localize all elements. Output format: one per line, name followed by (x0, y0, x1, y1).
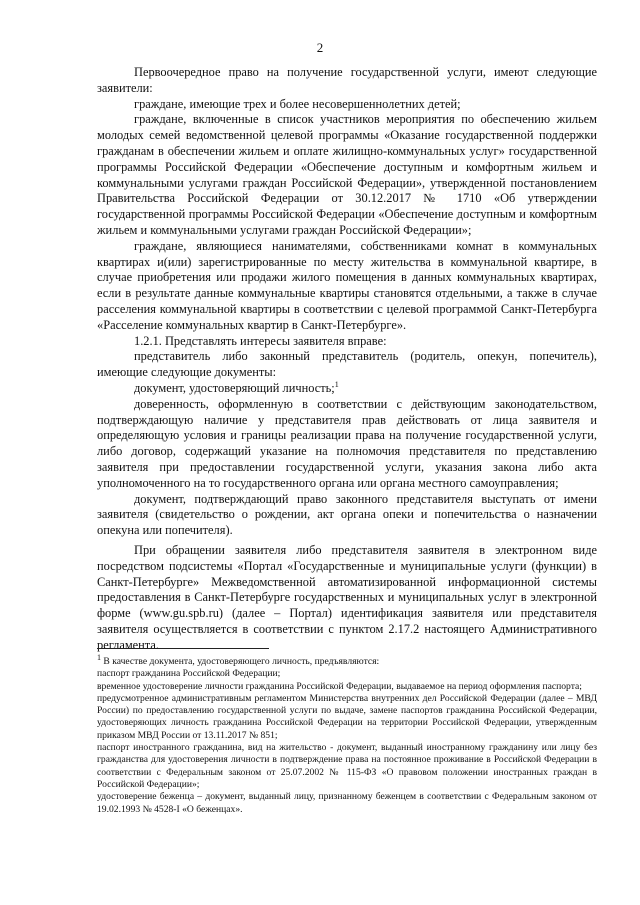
paragraph-text: документ, удостоверяющий личность; (134, 380, 335, 395)
paragraph: представитель либо законный представитель (родитель, опекун, попечитель), имеющие следующие документы: (97, 349, 597, 380)
footnote-mark: 1 (97, 652, 101, 662)
paragraph: документ, подтверждающий право законного представителя выступать от имени заявителя (свидетельство о рождении, акт органа опеки и попечительства о назначении опекуна или попечителя). (97, 491, 597, 538)
paragraph: граждане, имеющие трех и более несовершеннолетних детей; (134, 96, 461, 111)
page-number: 2 (316, 40, 324, 55)
paragraph: граждане, включенные в список участников мероприятия по обеспечению жильем молодых семей ведомственной целевой программы «Оказание государственной поддержки гражданам в обеспечении жильем и оплате жилищно-коммунальных услуг» государственной программы Российской Федерации «Обеспечение доступным и комфортным жильем и коммунальными услугами граждан Российской Федерации», утвержденной постановлением Правительства Российской Федерации от 30.12.2017 № 1710 «Об утверждении государственной программы Российской Федерации «Обеспечение доступным и комфортным жильем и коммунальными услугами граждан Российской Федерации»; (97, 112, 597, 237)
footnote-intro-text: В качестве документа, удостоверяющего личность, предъявляются: (101, 656, 380, 667)
paragraph: 1.2.1. Представлять интересы заявителя вправе: (134, 333, 387, 348)
paragraph: граждане, являющиеся нанимателями, собственниками комнат в коммунальных квартирах и(или) зарегистрированные по месту жительства в коммунальной квартире, в случае приобретения или продажи жилого помещения в данных коммунальных квартирах, если в результате данные коммунальные квартиры становятся отдельными, а также в случае расселения коммунальной квартиры в соответствии с целевой программой Санкт-Петербурга «Расселение коммунальных квартир в Санкт-Петербурге». (97, 238, 597, 332)
footnote-item: удостоверение беженца – документ, выданный лицу, признанному беженцем в соответствии с Федеральным законом от 19.02.1993 № 4528-I «О беженцах». (97, 791, 597, 815)
document-body (97, 65, 597, 653)
footnote-reference: 1 (334, 379, 339, 389)
footnote (97, 652, 597, 816)
footnote-intro (97, 652, 597, 668)
footnote-item: паспорт иностранного гражданина, вид на жительство - документ, выданный иностранному гражданину или лицу без гражданства для удостоверения личности в подтверждение права на постоянное проживание в Российской Федерации в соответствии с Федеральным законом от 25.07.2002 № 115-ФЗ «О правовом положении иностранных граждан в Российской Федерации»; (97, 742, 597, 790)
footnote-separator (97, 648, 269, 649)
footnote-item: предусмотренное административным регламентом Министерства внутренних дел Российской Федерации (далее – МВД России) по предоставлению государственной услуги по выдаче, замене паспортов гражданина Российской Федерации, удостоверяющих личность гражданина Российской Федерации на территории Российской Федерации, утвержденным приказом МВД России от 13.11.2017 № 851; (97, 692, 597, 741)
footnote-item: временное удостоверение личности гражданина Российской Федерации, выдаваемое на период оформления паспорта; (97, 680, 582, 692)
paragraph: доверенность, оформленную в соответствии с действующим законодательством, подтверждающую наличие у представителя прав действовать от лица заявителя и определяющую условия и границы реализации права на получение государственной услуги, либо договор, содержащий указание на полномочия представителя по представлению заявителя при предоставлении государственной услуги, указания закона либо акта уполномоченного на то государственного органа или органа местного самоуправления; (97, 396, 597, 490)
paragraph: Первоочередное право на получение государственной услуги, имеют следующие заявители: (97, 65, 597, 95)
paragraph: При обращении заявителя либо представителя заявителя в электронном виде посредством подсистемы «Портал «Государственные и муниципальные услуги (функции) в Санкт-Петербурге» Межведомственной автоматизированной информационной системы предоставления в Санкт-Петербурге государственных и муниципальных услуг в электронной форме (www.gu.spb.ru) (далее – Портал) идентификация заявителя или представителя заявителя осуществляется в соответствии с пунктом 2.17.2 настоящего Административного регламента. (97, 542, 597, 652)
paragraph-identity-document (97, 381, 597, 397)
footnote-item: паспорт гражданина Российской Федерации; (97, 668, 281, 680)
